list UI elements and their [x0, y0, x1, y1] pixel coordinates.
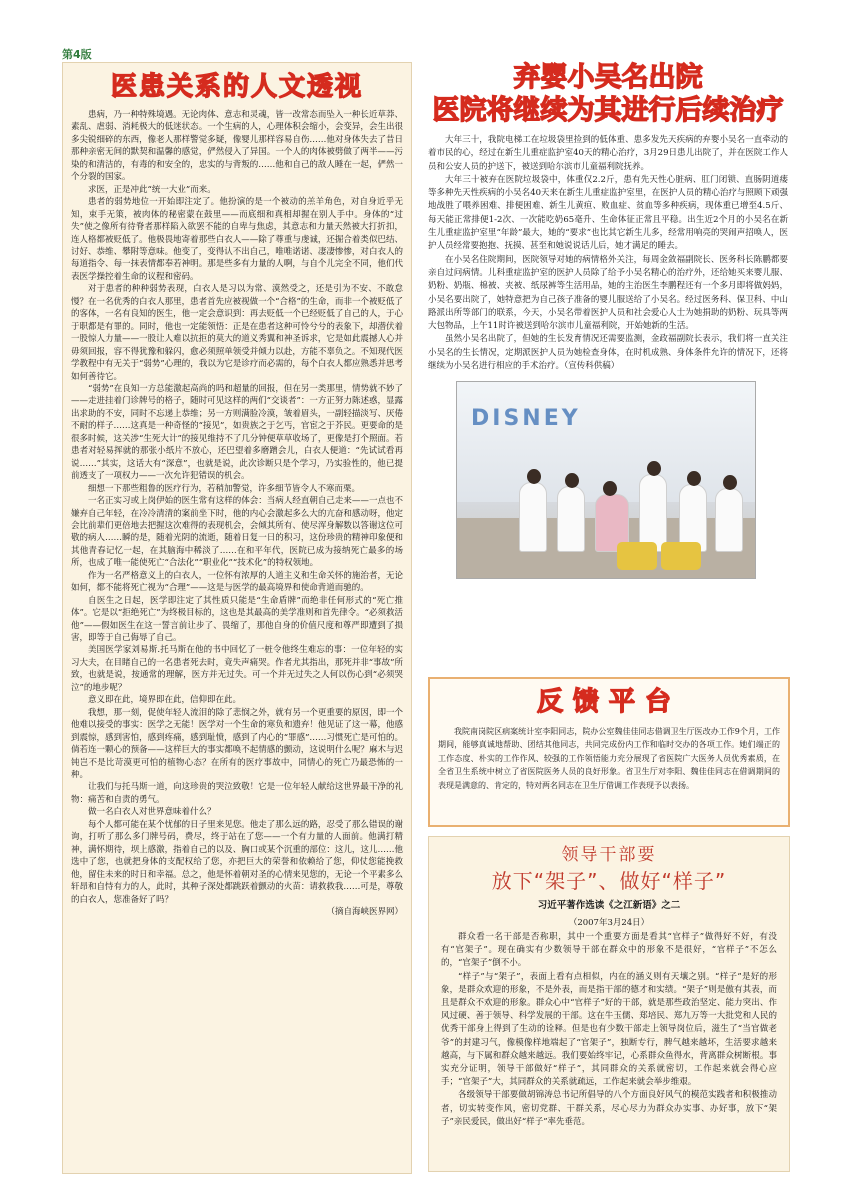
paragraph: 大年三十，我院电梯工在垃圾袋里捡到的低体重、患多发先天疾病的弃婴小吴名一直牵动的着市民的心，经过在新生儿重症监护室40天的精心治疗，3月29日患儿出院了，并在医院工作人员和公安人员的护送下，被送到哈尔滨市儿童福利院抚养。 [428, 135, 788, 172]
right-article [428, 62, 788, 667]
paragraph: 大年三十被弃在医院垃圾袋中，体重仅2.2斤，患有先天性心脏病、肛门闭锁、直肠阴道瘘等多种先天性疾病的小吴名40天来在新生儿重症监护室里，在医护人员的精心治疗与照顾下顽强地战胜了喂养困难、排便困难、新生儿黄疸、败血症、贫血等多种疾病，现体重已增至4.5斤、每天能正常排便1-2次、一次能吃奶65毫升、生命体征正常且平稳。出生近2个月的小吴名在新生儿重症监护室里“年龄”最大，她的“要求”也比其它新生儿多，经常用响亮的哭闹声招唤人，医护人员经常要抱抱、抚摸、甚至和她说说话儿后，她才满足的睡去。 [428, 174, 788, 252]
photo-sign: DISNEY [471, 406, 581, 432]
paragraph: 我想，那一刻，促使年轻人流泪的除了悲悯之外，就有另一个更重要的原因，即一个他难以接受的事实：医学之无能！医学对一个生命的寒负和遗弃！他见证了这一幕，他感到震惊，感到害怕，感到疼痛，感到耻愤，感到了内心的“罪感”……习惯死亡是可怕的。倘若连一颗心的预备——这样巨大的事实都唤不起情感的颤动，这说明什么呢？麻木与迟钝岂不是比苛漠更可怕的植物心态？在所有的医疗事故中，同情心的死亡乃最恐怖的一种。 [71, 707, 403, 781]
photo-bag [617, 542, 657, 570]
news-photo [456, 381, 756, 579]
photo-person [557, 486, 585, 552]
feedback-body: 我院南岗院区病案统计室李阳同志，院办公室魏佳佳同志借调卫生厅医改办工作9个月，工作期间，能够真诚地帮助、团结其他同志，共同完成份内工作和临时交办的各项工作。她们端正的工作态度、朴实的工作作风、较强的工作领悟能力充分展现了省医院广大医务人员优秀素质，在全省卫生系统中树立了省医院医务人员的良好形象。省卫生厅对李阳、魏佳佳同志在借调期间的表现是满意的、肯定的，特对两名同志在卫生厅借调工作表现予以表扬。 [438, 727, 780, 790]
feedback-box [428, 677, 790, 827]
paragraph: 群众看一名干部是否称职，其中一个重要方面是看其“官样子”做得好不好，有没有“官架子”。现在确实有少数领导干部在群众中的形象不是很好，“官样子”不怎么的，“官架子”倒不小。 [441, 932, 777, 969]
column-subtitle: 习近平著作选读《之江新语》之二 [537, 900, 681, 911]
left-article [62, 62, 412, 1174]
paragraph: 一名正实习或上岗伊始的医生常有这样的体会：当病人经直朝自己走来——一点也不嫌弃自己年轻，在冷冷清清的案前坐下时，他的内心会激起多么大的亢奋和感动呀，他定会比前辈们更倍地去把握这次难得的表现机会，会倾其所有、使尽浑身解数以答谢这位可敬的病人……瞬的是，随着光阴的流逝，随着日复一日的积习，这份珍贵的精神印象便和其他青春记忆一起，在其脑海中稀淡了……在和平年代，医院已成为接纳死亡最多的场所，也成了唯一能使死亡“合法化”“职业化”“技术化”的特权领地。 [71, 496, 403, 569]
paragraph: 意义即在此，境界即在此，信仰即在此。 [88, 695, 242, 706]
photo-person [715, 488, 743, 552]
paragraph: 自医生之日起，医学即注定了其性质只能是“生命盾牌”而绝非任何形式的“死亡推体”。它是以“拒绝死亡”为终极目标的，这也是其最高的美学准则和首先律令。“必须救活他”——假如医生在这一誓言前让步了、畏缩了，那他自身的价值尺度和尊严即遭到了损害，即等于自己侮辱了自己。 [71, 595, 403, 644]
column-title-line2: 放下“架子”、做好“样子” [491, 869, 727, 893]
right-article-body [428, 134, 788, 373]
column-article [428, 836, 790, 1172]
paragraph: 求医，正是冲此“统一大业”而来。 [88, 184, 216, 195]
column-date: （2007年3月24日） [568, 918, 650, 928]
paragraph: 让我们与托马斯一道，向这珍贵的哭泣致敬！它是一位年轻人献给这世界最干净的礼物：痛苦和自责的勇气。 [71, 782, 403, 805]
photo-bag [661, 542, 701, 570]
photo-person [639, 474, 667, 552]
paragraph: 作为一名严格意义上的白衣人，一位怀有浓厚的人道主义和生命关怀的施治者，无论如何，都不能将死亡视为“合理”——这是与医学的最高境界和使命背道而驰的。 [71, 570, 403, 594]
right-article-title-line1: 弃婴小吴名出院 [513, 62, 703, 93]
column-body [441, 931, 777, 1129]
right-article-title [428, 62, 788, 128]
paragraph: 每个人都可能在某个忧郁的日子里来见您。他走了那么远的路，忍受了那么错误的谢询，打听了那么多门牌号码，费尽，终于站在了您——一个有力量的人面前。他满打精神，满怀期待，坝上感激，指着自己的以及、胸口或某个沉重的部位：这儿，这儿……他选中了您，也就把身体的支配权给了您，亦把巨大的荣誉和依赖给了您，仰仗您能挽救他，留住未来的时日和幸福。总之，他是怀着朝对圣的心情来见您的，无论一个平素多么轩昂和自恃有力的人，此时，其种子深处都跳跃着颤动的火苗：请救救我……可是，尊敬的白衣人，您准备好了吗？ [71, 819, 403, 905]
paragraph: 虽然小吴名出院了，但她的生长发育情况还需要监测，金政福副院长表示，我们将一直关注小吴名的生长情况，定期派医护人员为她检查身体，在时机成熟、身体条件允许的情况下，还将继续为小吴名进行相应的手术治疗。（宣传科供稿） [428, 334, 788, 372]
paragraph: “弱势”在良知一方总能激起高尚的吗和超量的回报，但在另一类那里，情势就不妙了——走进挂着门诊牌号的格子，随时可见这样的两们“交谈者”：一方正努力陈述惑，显露出求助的不安，同时不忘递上恭维；另一方则满脸冷漠，皱着眉头，一副轻描淡写、厌倦不耐的样子……这真是一种奇怪的“接见”，如贵族之于乞丐，官宦之于芥民。更要命的是很多时候，这关涉“生死大计”的接见维持不了几分钟便草草收场了，更像是打个照面。若患者对轻易挥就的那张小纸片不放心，还巴望着多磨蹭会儿，白衣人便道：“先试试看再说……”其实，这话大有“深意”，也就是说，此次诊断只是个学习，乃实验性的，他已提前透支了一项权力——一次允许犯错误的机会。 [71, 383, 403, 482]
paragraph: 做一名白衣人对世界意味着什么？ [88, 807, 216, 818]
left-article-title: 医患关系的人文透视 [110, 72, 363, 102]
right-article-title-line2: 医院将继续为其进行后续治疗 [432, 95, 784, 126]
left-article-body [71, 109, 403, 918]
photo-person [519, 482, 547, 552]
article-source: （摘自海峡医界网） [326, 907, 403, 917]
feedback-title: 反馈平台 [536, 687, 681, 717]
paragraph: 各级领导干部要做胡锦涛总书记所倡导的八个方面良好风气的模范实践者和积极推动者，切实转变作风，密切党群、干群关系，尽心尽力为群众办实事、办好事，放下“架子”亲民爱民，做出好“样子”率先垂范。 [441, 1090, 777, 1127]
paragraph: 患病，乃一种特殊境遇。无论肉体、意志和灵魂，皆一改常态而坠入一种长近草莽、素乱、虐弱、消耗极大的低迷状态。一个生病的人，心理体积会缩小，会变异，会生出很多尖锐细碎的东西，像老人那样警觉多疑，像婴儿那样容易自伤……他对身体失去了昔日那种亲密无间的默契和温馨的感觉，俨然侵入了异国。一个人的肉体被劈做了两半——污染的和清洁的，有毒的和安全的，忠实的与背叛的……他和自己的敌人睡在一起，俨然一个分裂的国家。 [71, 110, 403, 183]
paragraph: 美国医学家刘易斯.托马斯在他的书中回忆了一桩令他终生难忘的事：一位年轻的实习大夫，在目睹自己的一名患者死去时，竟失声痛哭。作者尤其指出，那死并非“事故”所致，也就是说，按通常的理解，医方并无过失。可一个并无过失之人何以伤心到“必须哭泣”的地步呢？ [71, 645, 403, 693]
paragraph: 在小吴名住院期间，医院领导对她的病情格外关注，每周金敛福副院长、医务科长陈鹏都要亲自过问病情。儿科重症监护室的医护人员除了给予小吴名精心的治疗外，还给她买来婴儿服、奶粉、奶瓶、棉被、夹被、纸尿裤等生活用品，她的主治医生李鹏程还有一个多月即将做妈妈，小吴名要出院了，她特意把为自己孩子准备的婴儿服送给了小吴名。经过医务科、保卫科、中山路派出所等部门的联系，今天，小吴名带着医护人员和社会爱心人士为她捐助的奶粉、玩具等两大包物品，上午11时许被送到哈尔滨市儿童福利院，开始她新的生活。 [428, 254, 788, 332]
paragraph: 细想一下那些粗鲁的医疗行为，若稍加警觉，许多细节皆令人不寒而栗。 [88, 483, 361, 494]
paragraph: 患者的弱势地位一开始即注定了。他扮演的是一个被动的羔羊角色，对自身近乎无知，束手无策，被肉体的秘密蒙在鼓里——而底细和真相却握在别人手中。身体的“过失”使之像所有待脊者那样陷入欲罢不能的自卑与焦虑，其意志和力量天然被大打折扣，连人格都被贬低了。他极畏地寄着那些白衣人——除了尊重与虔诚，还掘合着类似巴结、讨好、恭维、攀附等意味。他变了，变得认不出自己，唯唯诺诺、凄凄惨惨，对白衣人的每道指令、每一抹表情都奉若神明。那是些多有力量的人啊，与自个儿完全不同，他们代表医学操控着生命的议程和密码。 [71, 197, 403, 282]
page-number: 第4版 [62, 48, 92, 61]
paragraph: “样子”与“架子”，表面上看有点相似，内在的涵义则有天壤之别。“样子”是好的形象，是群众欢迎的形象，不是外表，而是指干部的德才和实绩。“架子”则是傲有其表，而且是群众不欢迎的形象。群众心中“官样子”好的干部，就是那些政治坚定、能力突出、作风过硬、善于领导、科学发展的干部。这在牛玉儒、郑培民、郑九万等一大批党和人民的优秀干部身上得到了生动的诠释。但是也有少数干部走上领导岗位后，滋生了“当官做老爷”的封建习气，像模像样地端起了“官架子”，独断专行，脾气越来越坏，生活要求越来越高，与下属和群众越来越远。我们要始终牢记，心系群众鱼得水，背离群众树断根。事实充分证明，领导干部做好“样子”，其同群众的关系就密切，工作起来就会得心应手；“官架子”大，其同群众的关系就疏远，工作起来就会举步维艰。 [441, 971, 777, 1088]
column-title-line1: 领导干部要 [561, 845, 657, 865]
paragraph: 对于患者的种种弱势表现，白衣人是习以为常、漠然受之，还是引为不安、不敢怠慢？在一名优秀的白衣人那里，患者首先应被视做一个“合格”的生命，而非一个被贬低了的客体，一名有良知的医生，他一定会意识到：再去贬低一个已经贬低了自己的人，于心于职都是有罪的。同时，他也一定能领悟：正是在患者这种可怜兮兮的表象下，却潜伏着一股惊人力量——一股让人难以抗拒的莫大的道义秀翼和神圣诉求，它是如此震撼人心并毋须回报，容不得犹豫和躲闪，愈必须照单领受并倾力以赴，方能不辜负之。不知现代医学教程中有无关于“弱势”心理的，我以为它是诊疗而必需的，每个白衣人都应熟悉并思考如何善待它。 [71, 284, 403, 382]
